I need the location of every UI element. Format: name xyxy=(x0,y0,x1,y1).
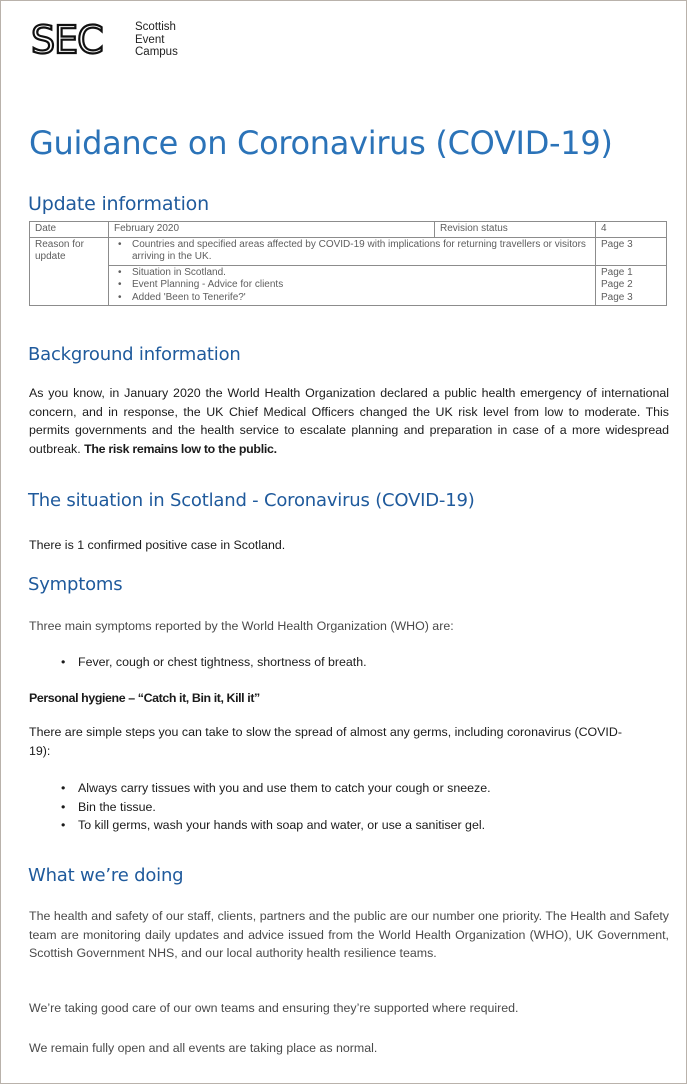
revision-value-cell: 4 xyxy=(596,222,667,238)
hygiene-heading: Personal hygiene – “Catch it, Bin it, Kill it” xyxy=(29,691,260,705)
scotland-body: There is 1 confirmed positive case in Scotland. xyxy=(29,538,286,552)
page-ref-cell xyxy=(596,265,667,306)
page-ref: Page 3 xyxy=(601,291,633,303)
logo-line-2: Event xyxy=(135,33,165,46)
logo-line-3: Campus xyxy=(135,46,178,58)
reason-items-cell xyxy=(109,265,596,306)
update-info-table xyxy=(29,221,667,306)
page-title: Guidance on Coronavirus (COVID-19) xyxy=(29,124,613,162)
list-item: • Countries and specified areas affected by COVID-19 with implications for returning travellers or visitors arriving in the UK. xyxy=(132,239,590,264)
page-ref: Page 2 xyxy=(601,279,633,290)
page-ref: Page 1 xyxy=(601,266,633,278)
background-heading: Background information xyxy=(28,344,241,365)
sec-logo-mark xyxy=(31,20,127,60)
symptoms-heading: Symptoms xyxy=(28,574,123,595)
date-label-cell: Date xyxy=(30,222,109,238)
logo-text xyxy=(135,21,178,59)
list-item: • Event Planning - Advice for clients xyxy=(132,279,590,292)
list-item: • Always carry tissues with you and use them to catch your cough or sneeze. xyxy=(61,779,491,798)
hygiene-intro: There are simple steps you can take to slow the spread of almost any germs, including coronavirus (COVID-19): xyxy=(29,725,622,758)
doing-paragraph-1: The health and safety of our staff, clients, partners and the public are our number one priority. The Health and Safety team are monitoring daily updates and advice issued from the World Health Organization (WHO), UK Government, Scottish Government NHS, and our local authority health resilience teams. xyxy=(29,909,669,960)
symptoms-intro: Three main symptoms reported by the World Health Organization (WHO) are: xyxy=(29,619,454,633)
date-value-cell: February 2020 xyxy=(109,222,435,238)
background-bold-statement: The risk remains low to the public. xyxy=(84,441,277,456)
logo-line-1: Scottish xyxy=(135,21,176,33)
list-item: • To kill germs, wash your hands with soap and water, or use a sanitiser gel. xyxy=(61,816,491,835)
reason-label-cell: Reason for update xyxy=(30,237,109,306)
reason-items-cell xyxy=(109,237,596,265)
hygiene-list xyxy=(61,779,491,835)
revision-label-cell: Revision status xyxy=(435,222,596,238)
list-item: • Bin the tissue. xyxy=(61,798,491,817)
page-ref-cell xyxy=(596,237,667,265)
page-ref: Page 3 xyxy=(601,238,633,250)
table-row xyxy=(30,265,667,306)
update-info-heading: Update information xyxy=(28,193,209,215)
reason-list-1 xyxy=(114,239,590,264)
symptoms-list xyxy=(61,653,367,672)
doing-paragraph-2: We’re taking good care of our own teams and ensuring they’re supported where required. xyxy=(29,1001,519,1015)
svg-text:SEC: SEC xyxy=(31,20,103,60)
list-item: • Situation in Scotland. xyxy=(132,267,590,280)
list-item: • Fever, cough or chest tightness, shortness of breath. xyxy=(61,653,367,672)
list-item: • Added 'Been to Tenerife?' xyxy=(132,292,590,305)
table-row xyxy=(30,237,667,265)
background-paragraph xyxy=(29,384,669,458)
table-row xyxy=(30,222,667,238)
scotland-heading: The situation in Scotland - Coronavirus (COVID-19) xyxy=(28,490,475,511)
doing-paragraph-3: We remain fully open and all events are taking place as normal. xyxy=(29,1041,378,1055)
doing-heading: What we’re doing xyxy=(28,865,184,886)
background-body: As you know, in January 2020 the World Health Organization declared a public health emergency of international concern, and in response, the UK Chief Medical Officers changed the UK risk level from low to moderate. This permits governments and the health service to escalate planning and preparation in case of a more widespread outbreak. xyxy=(29,386,669,456)
reason-list-2 xyxy=(114,267,590,305)
